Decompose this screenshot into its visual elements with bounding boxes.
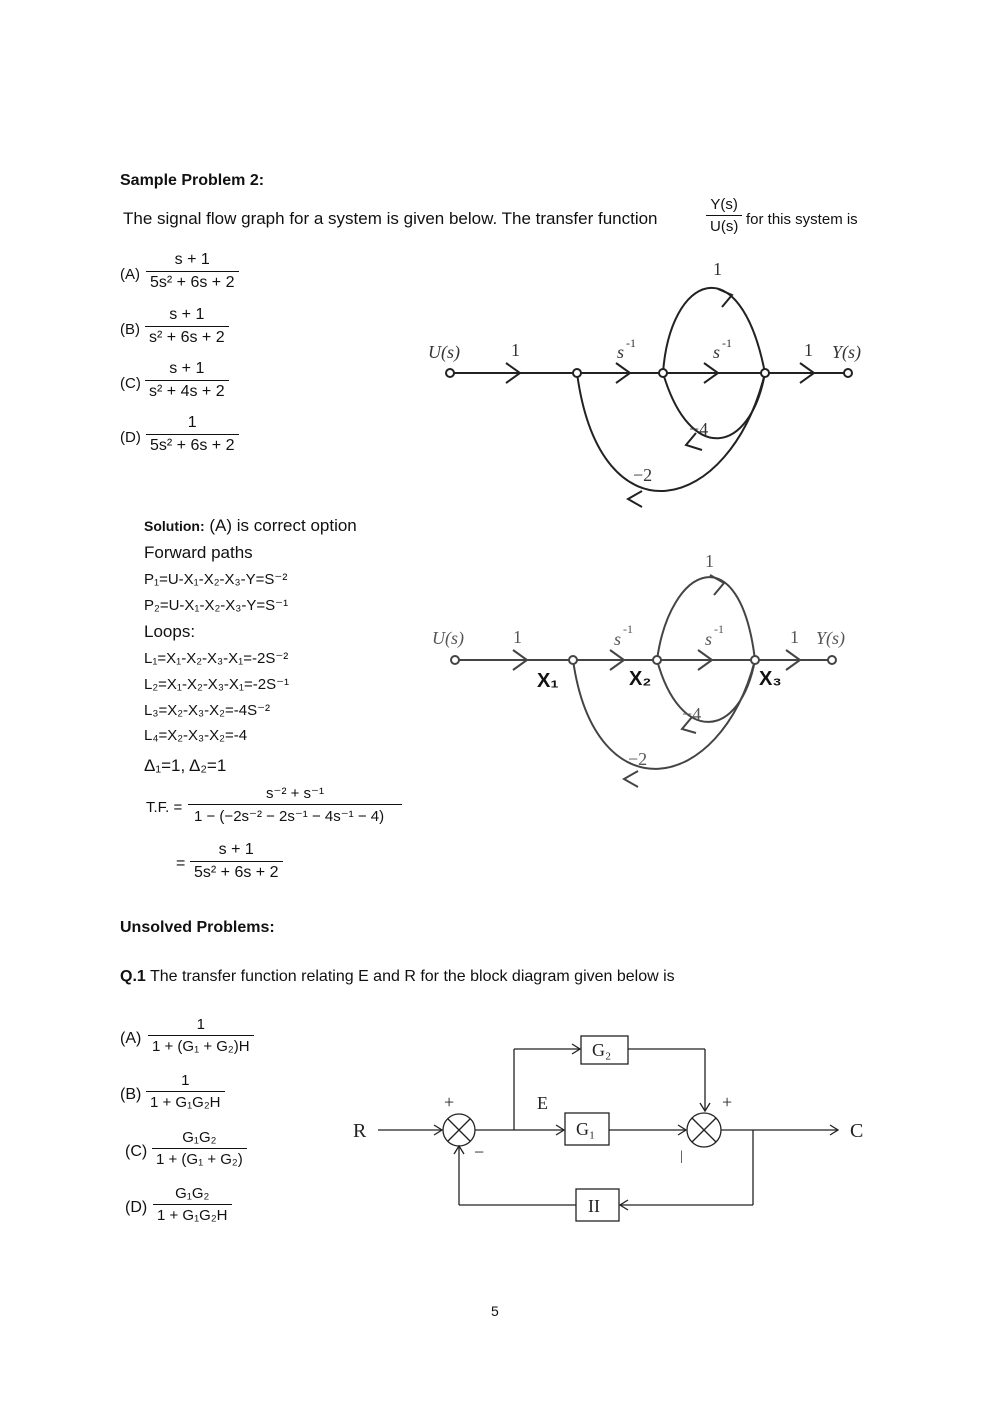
gain-label: s: [705, 629, 713, 649]
node-x2: [653, 656, 661, 664]
arrow-icon: [628, 491, 642, 507]
gain-label: 1: [713, 259, 722, 279]
tf-numerator: s⁻² + s⁻¹: [266, 785, 324, 802]
option-fraction: [152, 1129, 247, 1168]
option-numerator: s + 1: [174, 251, 210, 268]
final-fraction: [190, 841, 283, 882]
gain-label: s: [617, 342, 625, 362]
unsolved-heading: Unsolved Problems:: [120, 919, 275, 936]
gain-exp: -1: [626, 336, 636, 350]
minus4-branch: [657, 660, 755, 722]
option-numerator: G₁G₂: [175, 1185, 210, 1202]
block-h-label: II: [588, 1196, 600, 1216]
option-numerator: 1: [187, 414, 197, 431]
forward-paths-heading: Forward paths: [144, 543, 253, 562]
gain-label: −2: [633, 465, 653, 485]
node-u: [451, 656, 459, 664]
node-label-x2: X₂: [629, 668, 652, 690]
option-numerator: 1: [196, 1016, 205, 1033]
option-fraction: [145, 306, 229, 347]
option-denominator: s² + 6s + 2: [145, 326, 229, 347]
question-1: [120, 968, 675, 986]
tf-denominator: 1 − (−2s⁻² − 2s⁻¹ − 4s⁻¹ − 4): [188, 804, 402, 825]
arrow-icon: [718, 289, 732, 307]
gain-exp: -1: [722, 336, 732, 350]
tf-label: T.F. =: [146, 799, 183, 816]
option-numerator: s + 1: [169, 360, 205, 377]
option-denominator: 1 + (G₁ + G₂): [152, 1148, 247, 1168]
gain-label: 1: [804, 340, 813, 360]
path-p1: P₁=U-X₁-X₂-X₃-Y=S⁻²: [144, 571, 288, 588]
loops-heading: Loops:: [144, 622, 196, 641]
loop-l3: L₃=X₂-X₃-X₂=-4S⁻²: [144, 702, 270, 719]
node-x3: [761, 369, 769, 377]
sign-minus: −: [474, 1142, 485, 1162]
option-label: (B): [120, 321, 140, 338]
gain-label: 1: [513, 627, 522, 647]
solution-label: Solution:: [144, 518, 205, 534]
sign-mark: |: [680, 1149, 683, 1164]
option-label: (C): [125, 1143, 148, 1160]
node-x1: [569, 656, 577, 664]
final-numerator: s + 1: [218, 841, 254, 858]
signal-flow-graph-2: [420, 545, 880, 795]
block-g1-label: G₁: [576, 1119, 596, 1139]
option-numerator: s + 1: [169, 306, 205, 323]
option-denominator: 5s² + 6s + 2: [146, 271, 239, 292]
path-p2: P₂=U-X₁-X₂-X₃-Y=S⁻¹: [144, 597, 289, 614]
gain-label: 1: [790, 627, 799, 647]
block-g2-label: G₂: [592, 1040, 612, 1060]
option-fraction: [153, 1185, 232, 1224]
input-label: U(s): [428, 342, 460, 362]
option-label: (C): [120, 375, 141, 392]
gain-label: −4: [682, 704, 702, 724]
solution-answer: (A) is correct option: [204, 516, 357, 535]
option-numerator: G₁G₂: [182, 1129, 217, 1146]
tf-fraction: [706, 196, 742, 235]
output-label: Y(s): [816, 628, 846, 648]
option-denominator: 1 + (G₁ + G₂)H: [148, 1035, 254, 1055]
gain-label: 1: [511, 340, 520, 360]
option-denominator: 1 + G₁G₂H: [146, 1091, 225, 1111]
option-label: (A): [120, 1030, 142, 1047]
option-label: (A): [120, 266, 140, 283]
option-fraction: [146, 1072, 225, 1111]
tf-denominator: U(s): [706, 215, 742, 235]
node-x2: [659, 369, 667, 377]
tf-numerator: Y(s): [710, 196, 738, 213]
option-label: (B): [120, 1086, 142, 1103]
input-label: U(s): [432, 628, 464, 648]
gain-label: 1: [705, 551, 714, 571]
node-y: [828, 656, 836, 664]
option-fraction: [148, 1016, 254, 1055]
option-label: (D): [125, 1199, 148, 1216]
deltas: Δ₁=1, Δ₂=1: [144, 756, 227, 775]
page-number: 5: [491, 1303, 499, 1319]
minus4-branch: [663, 373, 765, 438]
signal-flow-graph-1: [420, 255, 880, 515]
gain-exp: -1: [623, 622, 633, 636]
gain-label: −4: [689, 419, 709, 439]
option-denominator: 5s² + 6s + 2: [146, 434, 239, 455]
node-y: [844, 369, 852, 377]
loop-l4: L₄=X₂-X₃-X₂=-4: [144, 727, 248, 744]
option-label: (D): [120, 429, 141, 446]
loop-l2: L₂=X₁-X₂-X₃-X₁=-2S⁻¹: [144, 676, 289, 693]
equals-sign: =: [176, 855, 186, 872]
gain-label: −2: [628, 749, 648, 769]
gain-label: s: [614, 629, 622, 649]
signal-e: E: [537, 1093, 548, 1113]
node-x3: [751, 656, 759, 664]
output-label: Y(s): [832, 342, 862, 362]
question-label: Q.1: [120, 968, 146, 985]
node-u: [446, 369, 454, 377]
node-label-x3: X₃: [759, 668, 782, 690]
tf-expression: [188, 784, 402, 825]
sign-plus: +: [444, 1092, 455, 1112]
final-denominator: 5s² + 6s + 2: [190, 861, 283, 882]
arrow-icon: [624, 771, 638, 787]
problem-intro: The signal flow graph for a system is given below. The transfer function: [123, 209, 658, 228]
section-heading: Sample Problem 2:: [120, 172, 265, 189]
input-r: R: [353, 1120, 367, 1142]
option-fraction: [146, 414, 239, 455]
option-numerator: 1: [181, 1072, 190, 1089]
gain-exp: -1: [714, 622, 724, 636]
loop-l1: L₁=X₁-X₂-X₃-X₁=-2S⁻²: [144, 650, 289, 667]
node-label-x1: X₁: [537, 670, 559, 692]
option-denominator: s² + 4s + 2: [145, 380, 229, 401]
problem-intro-end: for this system is: [746, 211, 858, 228]
output-c: C: [850, 1120, 864, 1142]
sign-plus: +: [722, 1092, 733, 1112]
node-x1: [573, 369, 581, 377]
option-fraction: [145, 360, 229, 401]
solution-line: [144, 516, 357, 536]
option-denominator: 1 + G₁G₂H: [153, 1204, 232, 1224]
gain-label: s: [713, 342, 721, 362]
block-diagram: [350, 1025, 870, 1230]
question-text: The transfer function relating E and R for the block diagram given below is: [145, 968, 675, 985]
option-fraction: [146, 251, 239, 292]
